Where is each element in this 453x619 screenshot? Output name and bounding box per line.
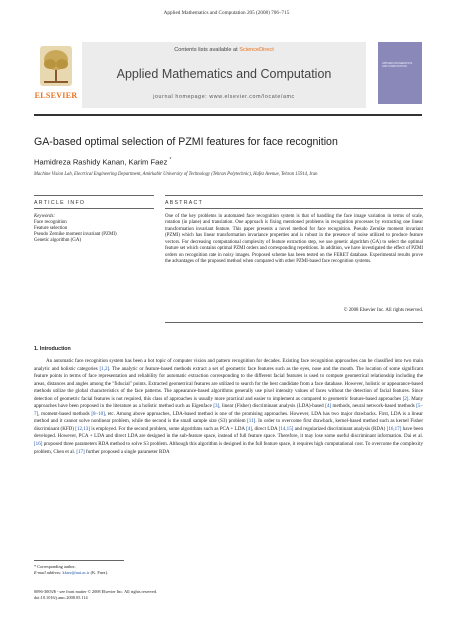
intro-text: further proposed a single parameter RDA <box>84 448 170 455</box>
citation-link[interactable]: [16] <box>34 441 43 448</box>
article-info-rule-2 <box>34 208 154 209</box>
affiliation: Machine Vision Lab, Electrical Engineering Department, Amirkabir University of Technology (Tehran Polytechnic), Hafez Avenue, Tehran 15914, Iran <box>34 172 318 177</box>
article-title: GA-based optimal selection of PZMI features for face recognition <box>34 136 338 148</box>
citation-link[interactable]: [11] <box>247 418 256 425</box>
cover-title: APPLIED MATHEMATICS AND COMPUTATION <box>382 62 413 69</box>
authors <box>34 157 171 167</box>
intro-text: , direct LDA <box>251 425 279 432</box>
citation-link[interactable]: [5–7] <box>34 403 423 417</box>
intro-text: An automatic face recognition system has been a hot topic of computer vision and pattern recognition for decades. Existing face recognition approaches can be classified into two main analytic and holistic categories <box>34 358 423 372</box>
keyword-item: Genetic algorithm (GA) <box>34 238 81 244</box>
abstract-text: One of the key problems in automated face recognition system is that of handling the face image variation in terms of scale, rotation (in plane) and translation. One approach is fixing mentioned problems in recognition processes by extracting one linear transformation invariant feature. This paper presents a novel method for face recognition. Pseudo Zernike moment invariant (PZMI) which has linear transformation invariance properties and is robust in the presence of noise utilized to produce feature vectors. For decreasing computational complexity of feature extraction step, we use genetic algorithm (GA) to select the optimal feature set which contains optimal PZMI orders and corresponding repetitions. In addition, we have investigated the effect of PZMI orders on recognition rate in noisy images. Proposed scheme has been tested on the FERET database. Experimental results prove the advantages of the proposed method when compared with other PZMI-based face recognition systems. <box>165 214 423 265</box>
journal-homepage-link[interactable]: journal homepage: www.elsevier.com/locate/amc <box>153 94 295 100</box>
citation-link[interactable]: [2] <box>402 395 409 402</box>
citation-link[interactable]: [16,17] <box>386 425 402 432</box>
copyright-line: © 2008 Elsevier Inc. All rights reserved. <box>343 308 423 313</box>
citation-link[interactable]: [12,13] <box>75 425 90 432</box>
citation-link[interactable]: [17] <box>76 448 85 455</box>
intro-text: methods, neural network-based methods <box>331 403 417 410</box>
abstract-bottom-rule <box>165 322 423 323</box>
keyword-item: Pseudo Zernike moment invariant (PZMI) <box>34 232 117 238</box>
doi-link[interactable]: doi:10.1016/j.amc.2008.05.114 <box>34 595 88 600</box>
author-names: Hamidreza Rashidy Kanan, Karim Faez <box>34 157 168 167</box>
intro-text: have been developed. However, PCA + LDA and direct LDA are designed in the sub-feature space, instead of full feature space. Therefore, it may lose some useful discriminant information. Dai et al. <box>34 425 424 440</box>
intro-text: is employed. For the second problem, some algorithms such as PCA + LDA <box>90 425 247 432</box>
keyword-item: Feature selection <box>34 226 68 232</box>
banner-rule <box>34 114 422 116</box>
contents-prefix: Contents lists available at <box>174 47 240 53</box>
intro-text: . The analytic or feature-based methods extract a set of geometric face features such as the eyes, nose and the mouth. The location of some significant feature points in terms of face representation and reliability for automatic extraction corresponding to the different facial features is used to compute geometrical relationship including the areas, distances and angles among the "fiducial" points. Extracted geometrical features are utilized to search for the best candidate from a face database. However, holistic or appearance-based methods utilize the global characteristics of the face patterns. The appearance-based algorithms generally use pixel intensity values of faces without the detection of facial features. Since detection of geometric facial features is not required, this class of approaches is usually more practical and easier to implement as compared to geometric feature-based approaches <box>34 365 424 402</box>
elsevier-logo <box>34 42 78 106</box>
email-line <box>34 570 234 576</box>
journal-banner <box>34 42 422 108</box>
introduction-body <box>34 358 423 456</box>
citation-link[interactable]: [4] <box>325 403 332 410</box>
front-matter-line: 0096-3003/$ - see front matter © 2008 Elsevier Inc. All rights reserved. <box>34 589 158 594</box>
keywords-label: Keywords: <box>34 214 56 219</box>
article-info-heading: ARTICLE INFO <box>34 200 86 206</box>
intro-text: . In order to overcome first drawback, kernel-based method such as kernel Fisher discriminant (KFD) <box>34 418 424 432</box>
intro-text: and regularized discriminant analysis (RDA) <box>293 425 387 432</box>
abstract-rule-2 <box>165 208 423 209</box>
abstract-rule <box>165 195 423 196</box>
citation-link[interactable]: [14,15] <box>278 425 294 432</box>
corresponding-author-text: Corresponding author. <box>37 564 76 569</box>
journal-cover-image <box>378 42 422 104</box>
elsevier-tree-icon <box>40 46 72 86</box>
footnote-rule <box>34 560 124 561</box>
corresponding-author-mark[interactable]: * <box>169 157 172 163</box>
email-link[interactable]: kfaez@aut.ac.ir <box>62 570 90 575</box>
running-head: Applied Mathematics and Computation 205 (2008) 706–715 <box>163 10 290 16</box>
intro-text: . Many approaches have been proposed in the literature as a holistic method such as Eigenface <box>34 395 423 410</box>
keywords-block <box>34 214 154 244</box>
intro-text: proposed three parameters RDA method to solve S3 problem. Although this algorithm is designed in the full feature space, it requires high computational cost. To overcome the complexity problem, Chen et al. <box>34 441 423 455</box>
journal-title: Applied Mathematics and Computation <box>116 67 332 81</box>
email-label: E-mail address: <box>34 570 63 575</box>
footnote <box>34 564 234 576</box>
doi-block <box>34 589 334 601</box>
citation-link[interactable]: [8–10] <box>91 410 105 417</box>
citation-link[interactable]: [3] <box>213 403 220 410</box>
citation-link[interactable]: [4] <box>246 425 252 432</box>
intro-text: , etc. Among above approaches, LDA-based method is one of the promising approaches. However, LDA has two major drawbacks. First, LDA is a linear method and it cannot solve nonlinear problem, while the second is the small sample size (S3) problem <box>34 410 423 425</box>
intro-text: , linear (Fisher) discriminant analysis (LDA)-based <box>219 403 326 410</box>
sciencedirect-link[interactable]: ScienceDirect <box>239 47 274 53</box>
intro-text: , moment-based methods <box>38 410 92 417</box>
abstract-heading: ABSTRACT <box>165 200 204 206</box>
keyword-item: Face recognition <box>34 220 67 226</box>
footnote-mark: * <box>34 564 37 569</box>
banner-center <box>82 42 366 108</box>
introduction-heading: 1. Introduction <box>34 346 71 352</box>
citation-link[interactable]: [1,2] <box>99 365 110 372</box>
contents-line <box>82 47 366 53</box>
article-info-rule <box>34 195 154 196</box>
email-suffix: (K. Faez). <box>89 570 108 575</box>
elsevier-wordmark: ELSEVIER <box>34 91 78 100</box>
